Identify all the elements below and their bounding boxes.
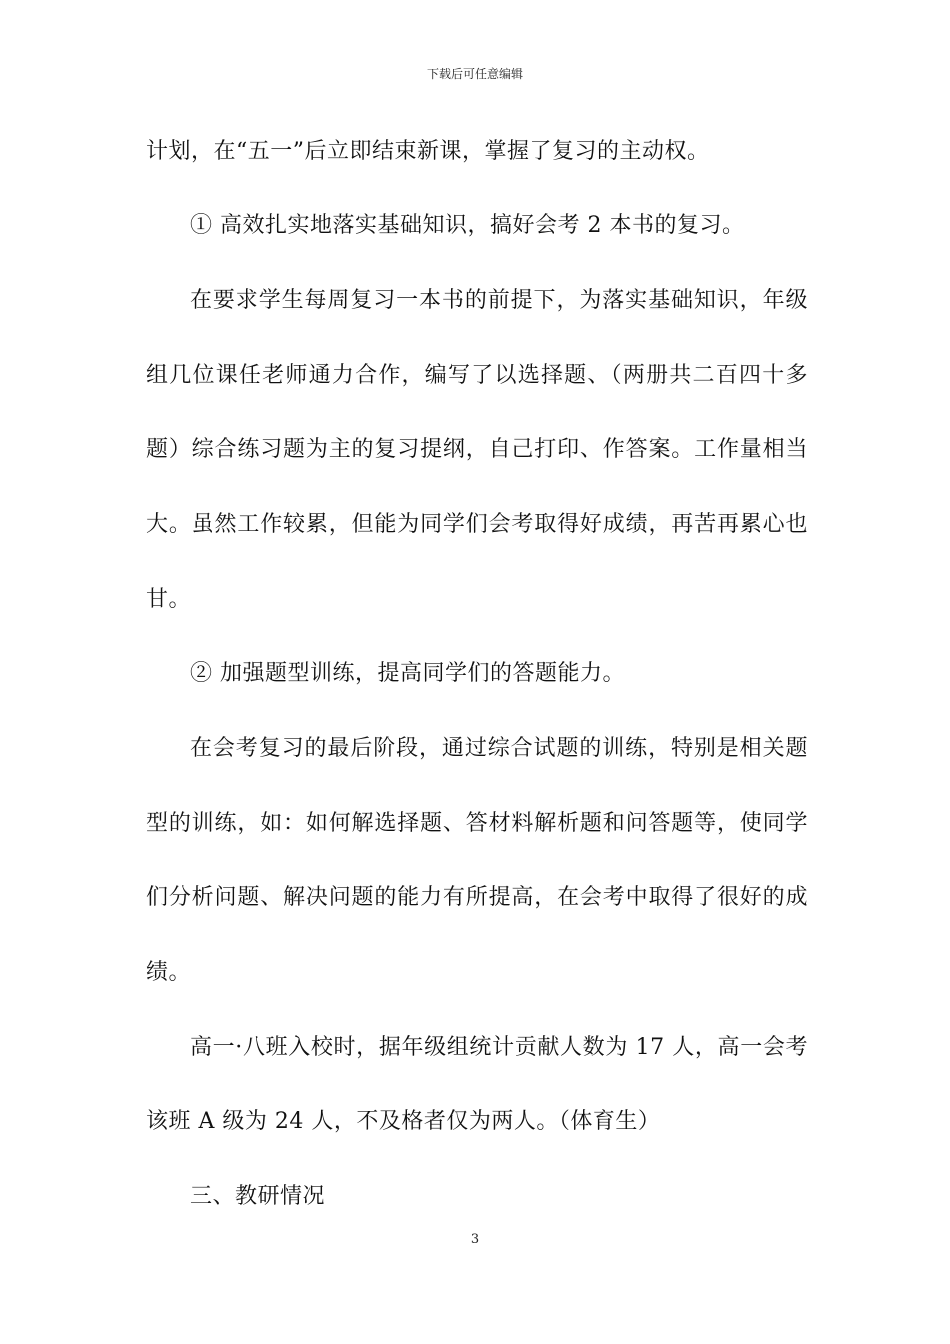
- paragraph-line: 题）综合练习题为主的复习提纲，自己打印、作答案。工作量相当: [146, 437, 808, 462]
- paragraph-line: 该班 A 级为 24 人，不及格者仅为两人。（体育生）: [146, 1109, 661, 1134]
- paragraph-line: 计划，在“五一”后立即结束新课，掌握了复习的主动权。: [146, 139, 710, 164]
- paragraph-line: 高一·八班入校时，据年级组统计贡献人数为 17 人，高一会考: [190, 1035, 808, 1060]
- paragraph-line: 大。虽然工作较累，但能为同学们会考取得好成绩，再苦再累心也: [146, 512, 808, 537]
- page-header: 下载后可任意编辑: [426, 67, 523, 81]
- paragraph-line: 绩。: [146, 960, 192, 985]
- section-heading: 三、教研情况: [190, 1184, 326, 1209]
- paragraph-line: ② 加强题型训练，提高同学们的答题能力。: [190, 661, 625, 686]
- paragraph-line: 在要求学生每周复习一本书的前提下，为落实基础知识，年级: [190, 288, 808, 313]
- paragraph-line: 型的训练，如：如何解选择题、答材料解析题和问答题等，使同学: [146, 811, 808, 836]
- page-number: 3: [470, 1232, 480, 1247]
- paragraph-line: 们分析问题、解决问题的能力有所提高，在会考中取得了很好的成: [146, 885, 808, 910]
- paragraph-line: 组几位课任老师通力合作，编写了以选择题、（两册共二百四十多: [146, 363, 808, 388]
- paragraph-line: 甘。: [146, 587, 192, 612]
- paragraph-line: ① 高效扎实地落实基础知识，搞好会考 2 本书的复习。: [190, 213, 745, 238]
- paragraph-line: 在会考复习的最后阶段，通过综合试题的训练，特别是相关题: [190, 736, 808, 761]
